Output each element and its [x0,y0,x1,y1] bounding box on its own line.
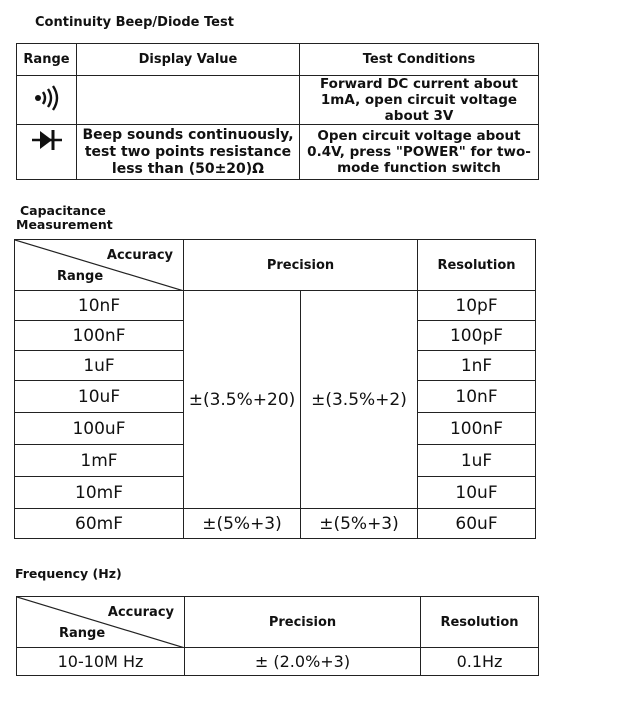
resolution-cell: 10pF [418,291,536,321]
range-cell: 10nF [15,291,184,321]
precision-a-cell: ±(5%+3) [184,509,301,539]
frequency-table [16,596,539,676]
display-value-diode: Beep sounds continuously, test two points resistance less than (50±20)Ω [77,125,300,180]
range-label: Range [59,626,106,641]
capacitance-table [14,239,536,539]
resolution-cell: 100pF [418,321,536,351]
range-cell: 60mF [15,509,184,539]
merged-precision-b: ±(3.5%+2) [301,291,418,509]
range-cell: 1mF [15,445,184,477]
capacitance-title-line2: Measurement [16,217,113,232]
conditions-buzzer: Forward DC current about 1mA, open circuit voltage about 3V [300,76,539,125]
capacitance-title [16,203,113,232]
resolution-cell: 10uF [418,477,536,509]
diode-icon [32,129,62,151]
range-cell: 100nF [15,321,184,351]
resolution-cell: 1uF [418,445,536,477]
range-cell: 1uF [15,351,184,381]
accuracy-label: Accuracy [106,248,173,263]
frequency-title: Frequency (Hz) [15,566,122,581]
frequency-corner-header [17,597,185,648]
resolution-cell: 1nF [418,351,536,381]
resolution-cell: 0.1Hz [421,648,539,676]
continuity-table [16,43,539,180]
range-cell: 10mF [15,477,184,509]
header-display-value: Display Value [77,44,300,76]
merged-precision-a: ±(3.5%+20) [184,291,301,509]
precision-header: Precision [185,597,421,648]
resolution-cell: 10nF [418,381,536,413]
buzzer-icon [32,85,62,111]
precision-cell: ± (2.0%+3) [185,648,421,676]
continuity-title: Continuity Beep/Diode Test [35,15,234,30]
capacitance-corner-header [15,240,184,291]
resolution-cell: 60uF [418,509,536,539]
range-cell: 10-10M Hz [17,648,185,676]
range-cell: 100uF [15,413,184,445]
range-cell-buzzer [17,76,77,125]
resolution-header: Resolution [421,597,539,648]
header-test-conditions: Test Conditions [300,44,539,76]
resolution-cell: 100nF [418,413,536,445]
accuracy-label: Accuracy [107,605,174,620]
precision-header: Precision [184,240,418,291]
conditions-diode: Open circuit voltage about 0.4V, press "POWER" for two-mode function switch [300,125,539,180]
header-range: Range [17,44,77,76]
display-value-empty [77,76,300,125]
capacitance-title-line1: Capacitance [20,203,106,218]
range-cell-diode [17,125,77,180]
range-label: Range [57,269,104,284]
range-cell: 10uF [15,381,184,413]
precision-b-cell: ±(5%+3) [301,509,418,539]
resolution-header: Resolution [418,240,536,291]
